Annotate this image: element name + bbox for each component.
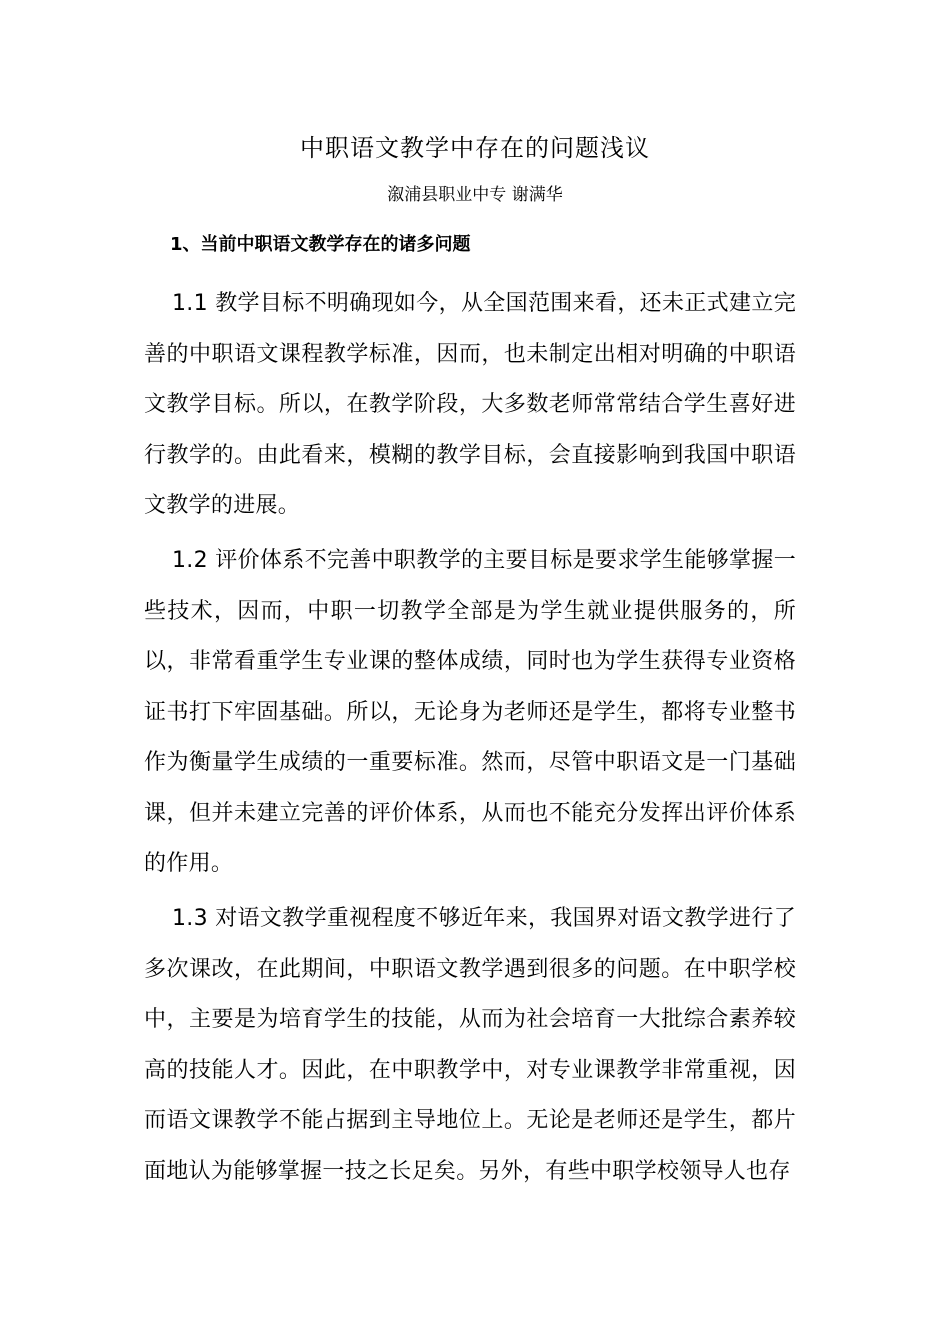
section-heading: 1、当前中职语文教学存在的诸多问题 [170,234,471,255]
paragraph-1-3: 1.3 对语文教学重视程度不够近年来，我国界对语文教学进行了多次课改，在此期间，中职语文教学遇到很多的问题。在中职学校中，主要是为培育学生的技能，从而为社会培育一大批综合素养较高的技能人才。因此，在中职教学中，对专业课教学非常重视，因而语文课教学不能占据到主导地位上。无论是老师还是学生，都片面地认为能够掌握一技之长足矣。另外，有些中职学校领导人也存 [144,906,796,1184]
author-line: 溆浦县职业中专 谢满华 [387,185,563,205]
document-title: 中职语文教学中存在的问题浅议 [300,134,650,162]
paragraph-1-2: 1.2 评价体系不完善中职教学的主要目标是要求学生能够掌握一些技术，因而，中职一切教学全部是为学生就业提供服务的，所以，非常看重学生专业课的整体成绩，同时也为学生获得专业资格证书打下牢固基础。所以，无论身为老师还是学生，都将专业整书作为衡量学生成绩的一重要标准。然而，尽管中职语文是一门基础课，但并未建立完善的评价体系，从而也不能充分发挥出评价体系的作用。 [144,548,796,876]
paragraph-1-1: 1.1 教学目标不明确现如今，从全国范围来看，还未正式建立完善的中职语文课程教学标准，因而，也未制定出相对明确的中职语文教学目标。所以，在教学阶段，大多数老师常常结合学生喜好进行教学的。由此看来，模糊的教学目标，会直接影响到我国中职语文教学的进展。 [144,291,796,518]
